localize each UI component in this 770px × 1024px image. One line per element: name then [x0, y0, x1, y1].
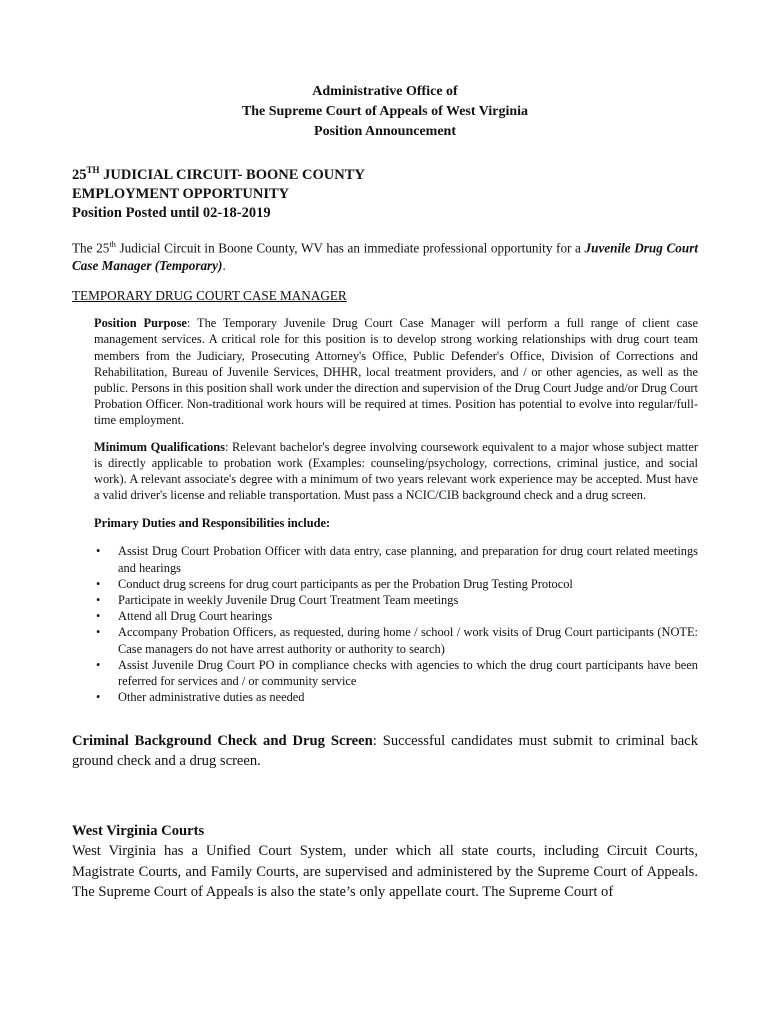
position-purpose-label: Position Purpose	[94, 316, 187, 331]
intro-paragraph	[72, 235, 698, 275]
list-item	[94, 576, 698, 592]
bullet-icon: •	[96, 576, 101, 591]
duty-text: Other administrative duties as needed	[118, 690, 305, 705]
minimum-qualifications-text: : Relevant bachelor's degree involving coursework equivalent to a major whose subject matter is directly applicable to probation work (Examples: counseling/psychology, corrections, criminal justice, and social work). A relevant associate's degree with a minimum of two years relevant work experience may be accepted. Must have a valid driver's license and reliable transportation. Must pass a NCIC/CIB background check and a drug screen.	[94, 439, 699, 503]
position-heading: TEMPORARY DRUG COURT CASE MANAGER	[72, 288, 347, 304]
duty-text: Accompany Probation Officers, as requested, during home / school / work visits of Drug Court participants (NOTE: Case managers do not have arrest authority or authority to search)	[118, 625, 698, 656]
list-item	[94, 657, 698, 689]
duty-text: Participate in weekly Juvenile Drug Court Treatment Team meetings	[118, 593, 459, 608]
header-line-court: The Supreme Court of Appeals of West Virginia	[241, 104, 529, 119]
circuit-block	[72, 161, 698, 223]
list-item	[94, 543, 698, 575]
background-check-label: Criminal Background Check and Drug Screen	[72, 733, 373, 750]
intro-suffix: .	[222, 258, 226, 274]
list-item	[94, 608, 698, 624]
circuit-superscript: TH	[86, 165, 100, 175]
background-check-text: : Successful candidates must submit to criminal back ground check and a drug screen.	[72, 733, 698, 770]
minimum-qualifications-paragraph	[94, 439, 698, 504]
header-line-announcement: Position Announcement	[314, 124, 456, 139]
duties-list	[94, 543, 698, 705]
duty-text: Assist Juvenile Drug Court PO in compliance checks with agencies to which the drug court participants have been referred for services and / or community service	[118, 657, 698, 689]
list-item	[94, 624, 698, 656]
bullet-icon: •	[96, 609, 101, 624]
announcement-header	[72, 82, 698, 142]
position-details	[94, 315, 698, 705]
intro-prefix: The 25	[72, 240, 110, 256]
duty-text: Assist Drug Court Probation Officer with data entry, case planning, and preparation for drug court related meetings and hearings	[118, 544, 698, 575]
position-purpose-paragraph	[94, 315, 698, 428]
position-purpose-text: : The Temporary Juvenile Drug Court Case Manager will perform a full range of client case management services. A critical role for this position is to develop strong working relationships with drug court team members from the Judiciary, Prosecuting Attorney's Office, Public Defender's Office, Division of Corrections and Rehabilitation, Bureau of Juvenile Services, DHHR, local treatment providers, and / or other agencies, as well as the public. Persons in this position shall work under the direction and supervision of the Drug Court Judge and/or Drug Court Probation Officer. Non-traditional work hours will be required at times. Position has potential to evolve into regular/full-time employment.	[94, 316, 698, 428]
header-line-office: Administrative Office of	[312, 84, 458, 99]
bullet-icon: •	[96, 690, 101, 705]
wv-courts-title: West Virginia Courts	[72, 823, 205, 840]
bullet-icon: •	[96, 657, 101, 672]
wv-courts-paragraph: West Virginia has a Unified Court System, under which all state courts, including Circuit Courts, Magistrate Courts, and Family Courts, are supervised and administered by the Supreme Court of Appeals. The Supreme Court of Appeals is also the state’s only appellate court. The Supreme Court of	[72, 843, 698, 901]
bullet-icon: •	[96, 593, 101, 608]
bullet-icon: •	[96, 625, 101, 640]
duty-text: Attend all Drug Court hearings	[118, 609, 273, 624]
list-item	[94, 689, 698, 705]
employment-opportunity: EMPLOYMENT OPPORTUNITY	[72, 185, 290, 202]
circuit-number: 25	[72, 166, 87, 183]
duty-text: Conduct drug screens for drug court participants as per the Probation Drug Testing Protocol	[118, 576, 573, 591]
minimum-qualifications-label: Minimum Qualifications	[94, 439, 225, 454]
intro-text: Judicial Circuit in Boone County, WV has an immediate professional opportunity for a	[115, 240, 585, 256]
background-check-paragraph	[72, 731, 698, 771]
bullet-icon: •	[96, 544, 101, 559]
circuit-title-rest: JUDICIAL CIRCUIT- BOONE COUNTY	[99, 166, 365, 183]
intro-superscript: th	[109, 238, 116, 249]
intro-position-name: Juvenile Drug Court Case Manager (Temporary)	[72, 240, 698, 274]
posting-deadline: Position Posted until 02-18-2019	[72, 204, 271, 221]
circuit-title	[72, 161, 698, 185]
duties-heading: Primary Duties and Responsibilities include:	[94, 516, 331, 531]
list-item	[94, 592, 698, 608]
